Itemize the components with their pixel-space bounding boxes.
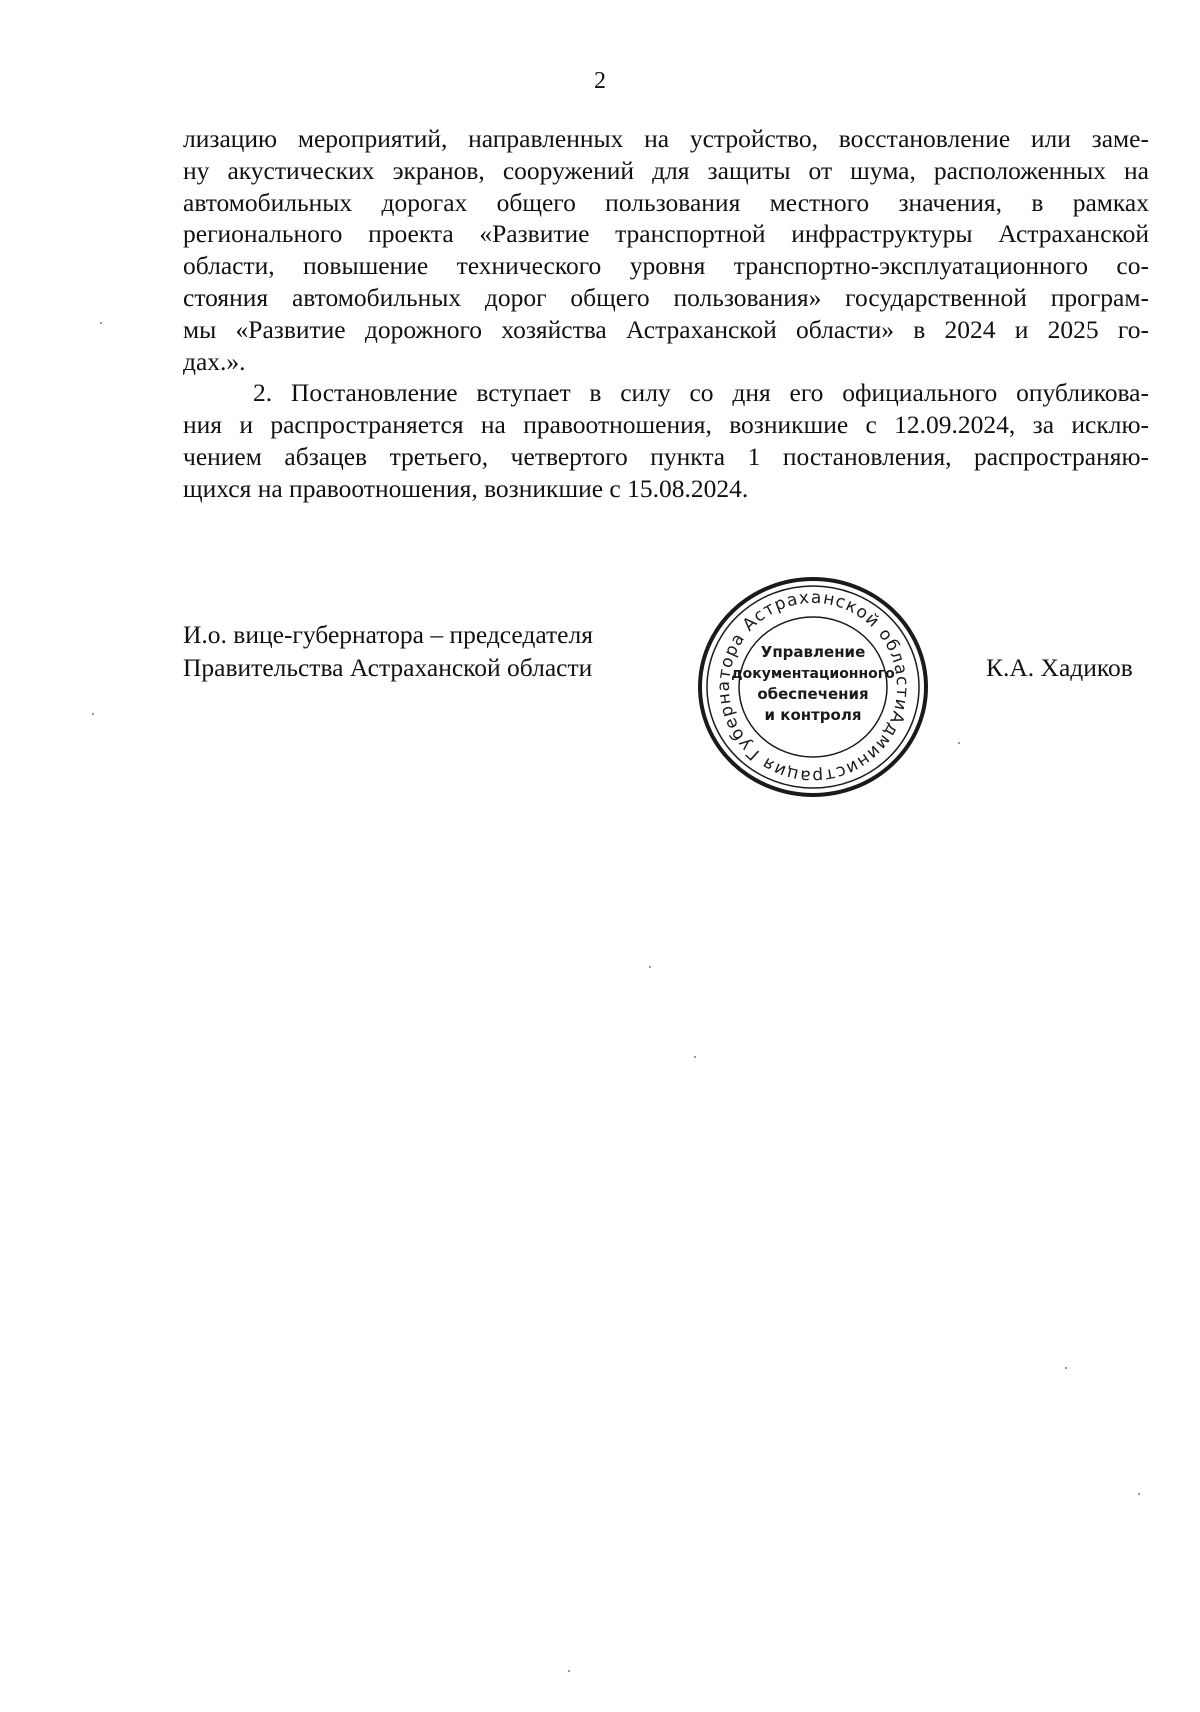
signatory-position bbox=[183, 618, 593, 684]
body-line: лизацию мероприятий, направленных на устройство, восстановление или заме- bbox=[183, 124, 1149, 153]
scan-speck bbox=[100, 322, 102, 324]
signatory-name: К.А. Хадиков bbox=[986, 653, 1133, 682]
seal-center-line: и контроля bbox=[764, 706, 862, 724]
official-seal bbox=[696, 575, 930, 799]
body-line: области, повышение технического уровня транспортно-эксплуатационного со- bbox=[183, 251, 1149, 281]
body-line: дах.». bbox=[183, 346, 246, 376]
body-line: ния и распространяется на правоотношения, возникшие с 12.09.2024, за исклю- bbox=[183, 410, 1149, 440]
signatory-position-line: Правительства Астраханской области bbox=[183, 653, 593, 682]
seal-center-line: обеспечения bbox=[757, 685, 869, 703]
body-line: регионального проекта «Развитие транспортной инфраструктуры Астраханской bbox=[183, 219, 1149, 249]
scan-speck bbox=[958, 742, 960, 744]
scan-speck bbox=[1138, 1493, 1140, 1495]
scan-speck bbox=[1065, 1367, 1067, 1369]
scan-speck bbox=[694, 1056, 696, 1058]
body-line: ну акустических экранов, сооружений для защиты от шума, расположенных на bbox=[183, 155, 1149, 185]
body-line: щихся на правоотношения, возникшие с 15.08.2024. bbox=[183, 473, 749, 503]
seal-graphic bbox=[696, 575, 930, 799]
body-line: автомобильных дорогах общего пользования местного значения, в рамках bbox=[183, 187, 1149, 217]
body-line: 2. Постановление вступает в силу со дня его официального опубликова- bbox=[253, 378, 1149, 408]
signatory-position-line: И.о. вице-губернатора – председателя bbox=[183, 620, 593, 649]
scan-speck bbox=[649, 966, 651, 968]
scan-speck bbox=[92, 713, 94, 715]
seal-ring-text: Администрация Губернатора Астраханской области bbox=[713, 587, 913, 787]
seal-center-line: Управление bbox=[760, 643, 866, 661]
document-body bbox=[183, 123, 1149, 505]
page-number: 2 bbox=[594, 68, 606, 94]
body-line: мы «Развитие дорожного хозяйства Астраханской области» в 2024 и 2025 го- bbox=[183, 314, 1149, 344]
scan-speck bbox=[568, 1670, 570, 1672]
body-line: чением абзацев третьего, четвертого пункта 1 постановления, распространяю- bbox=[183, 441, 1149, 471]
seal-center-line: документационного bbox=[731, 666, 895, 682]
body-line: стояния автомобильных дорог общего пользования» государственной програм- bbox=[183, 282, 1149, 312]
